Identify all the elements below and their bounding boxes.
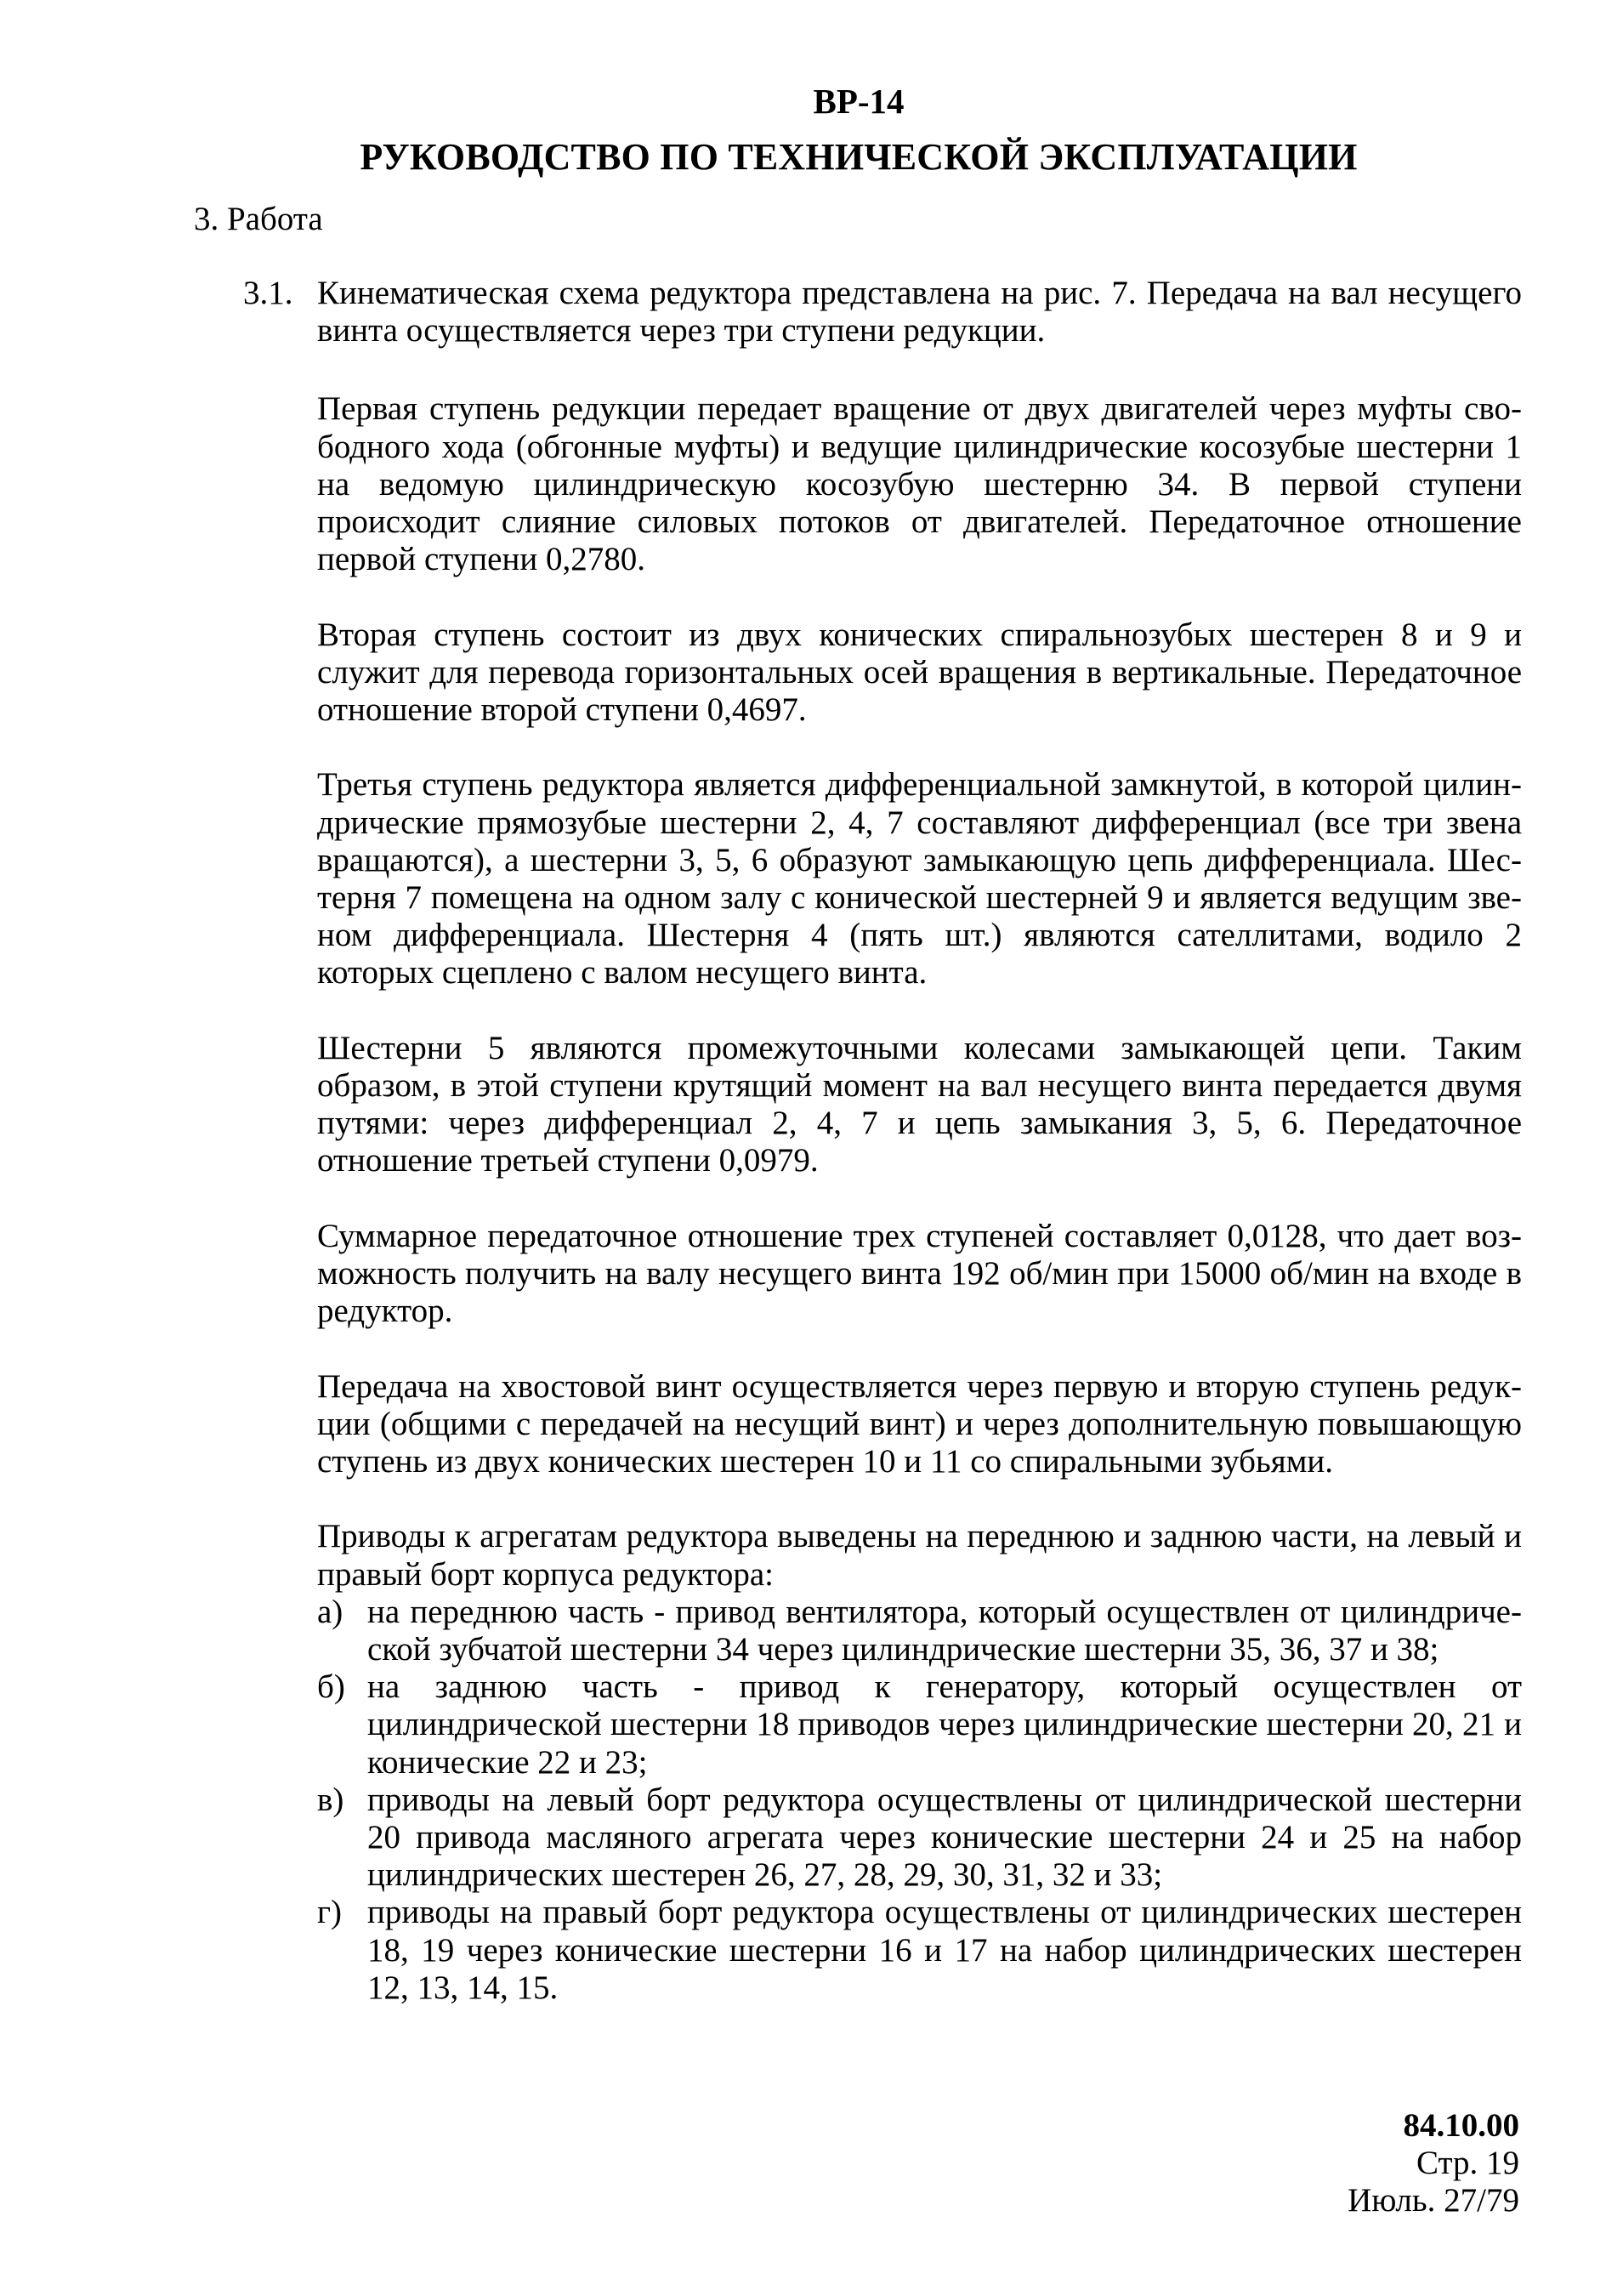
list-item-text: приводы на левый борт редуктора осуществлены от цилиндрической шестерни 20 привода масляного агрегата через конические шестерни 24 и 25 на набор цилиндрических шестерен 26, 27, 28, 29, 30, 31, 32 и 33; [367, 1781, 1522, 1894]
list-item-text: на заднюю часть - привод к генератору, который осуществлен от цилиндрической шестерни 18 приводов через цилиндрические шестерни 20, 21 и конические 22 и 23; [367, 1668, 1522, 1781]
list-item [317, 1594, 1522, 1668]
page-footer [1348, 2107, 1519, 2219]
paragraph: Шестерни 5 являются промежуточными колесами замыкающей цепи. Таким образом, в этой ступени крутящий момент на вал несущего винта передается двумя путями: через дифференциал 2, 4, 7 и цепь замыкания 3, 5, 6. Передаточное отношение третьей ступени 0,0979. [317, 1029, 1522, 1179]
footer-doc-number: 84.10.00 [1403, 2107, 1519, 2144]
document-title: РУКОВОДСТВО ПО ТЕХНИЧЕСКОЙ ЭКСПЛУАТАЦИИ [360, 136, 1358, 178]
footer-revision-date: Июль. 27/79 [1348, 2182, 1519, 2219]
footer-page-number: Стр. 19 [1416, 2145, 1519, 2181]
list-item [317, 1782, 1522, 1895]
list-marker: б) [317, 1668, 345, 1706]
subsection-3-1 [243, 275, 1522, 2007]
list-marker: в) [317, 1781, 344, 1818]
section-heading: 3. Работа [194, 201, 323, 237]
document-body [243, 275, 1522, 2007]
paragraph: Передача на хвостовой винт осуществляется через первую и вторую ступень редукции (общими с передачей на несущий винт) и через дополнительную повышающую ступень из двух конических шестерен 10 и 11 со спиральными зубьями. [317, 1367, 1522, 1480]
drives-list [317, 1594, 1522, 2007]
list-marker: а) [317, 1593, 343, 1630]
paragraph: Первая ступень редукции передает вращение от двух двигателей через муфты свободного хода (обгонные муфты) и ведущие цилиндрические косозубые шестерни 1 на ведомую цилиндрическую косозубую шестерню 34. В первой ступени происходит слияние силовых потоков от двигателей. Передаточное отношение первой ступени 0,2780. [317, 390, 1522, 578]
list-marker: г) [317, 1894, 342, 1931]
subsection-number: 3.1. [243, 275, 293, 311]
list-item-text: приводы на правый борт редуктора осуществлены от цилиндрических шестерен 18, 19 через конические шестерни 16 и 17 на набор цилиндрических шестерен 12, 13, 14, 15. [367, 1894, 1522, 2006]
paragraph: Приводы к агрегатам редуктора выведены на переднюю и заднюю части, на левый и правый борт корпуса редуктора: [317, 1518, 1522, 1593]
paragraph: Кинематическая схема редуктора представлена на рис. 7. Передача на вал несущего винта осуществляется через три ступени редукции. [317, 275, 1522, 350]
subsection-content [317, 275, 1522, 2007]
paragraph: Суммарное передаточное отношение трех ступеней составляет 0,0128, что дает возможность получить на валу несущего винта 192 об/мин при 15000 об/мин на входе в редуктор. [317, 1217, 1522, 1330]
list-item [317, 1668, 1522, 1782]
paragraph: Третья ступень редуктора является дифференциальной замкнутой, в которой цилиндрические прямозубые шестерни 2, 4, 7 составляют дифференциал (все три звена вращаются), а шестерни 3, 5, 6 образуют замыкающую цепь дифференциала. Шестерня 7 помещена на одном залу с конической шестерней 9 и является ведущим звеном дифференциала. Шестерня 4 (пять шт.) являются сателлитами, водило 2 которых сцеплено с валом несущего винта. [317, 766, 1522, 992]
list-item [317, 1894, 1522, 2007]
paragraph: Вторая ступень состоит из двух конических спиральнозубых шестерен 8 и 9 и служит для перевода горизонтальных осей вращения в вертикальные. Передаточное отношение второй ступени 0,4697. [317, 616, 1522, 729]
list-item-text: на переднюю часть - привод вентилятора, который осуществлен от цилиндрической зубчатой шестерни 34 через цилиндрические шестерни 35, 36, 37 и 38; [367, 1593, 1522, 1668]
document-code: BP-14 [813, 82, 905, 121]
